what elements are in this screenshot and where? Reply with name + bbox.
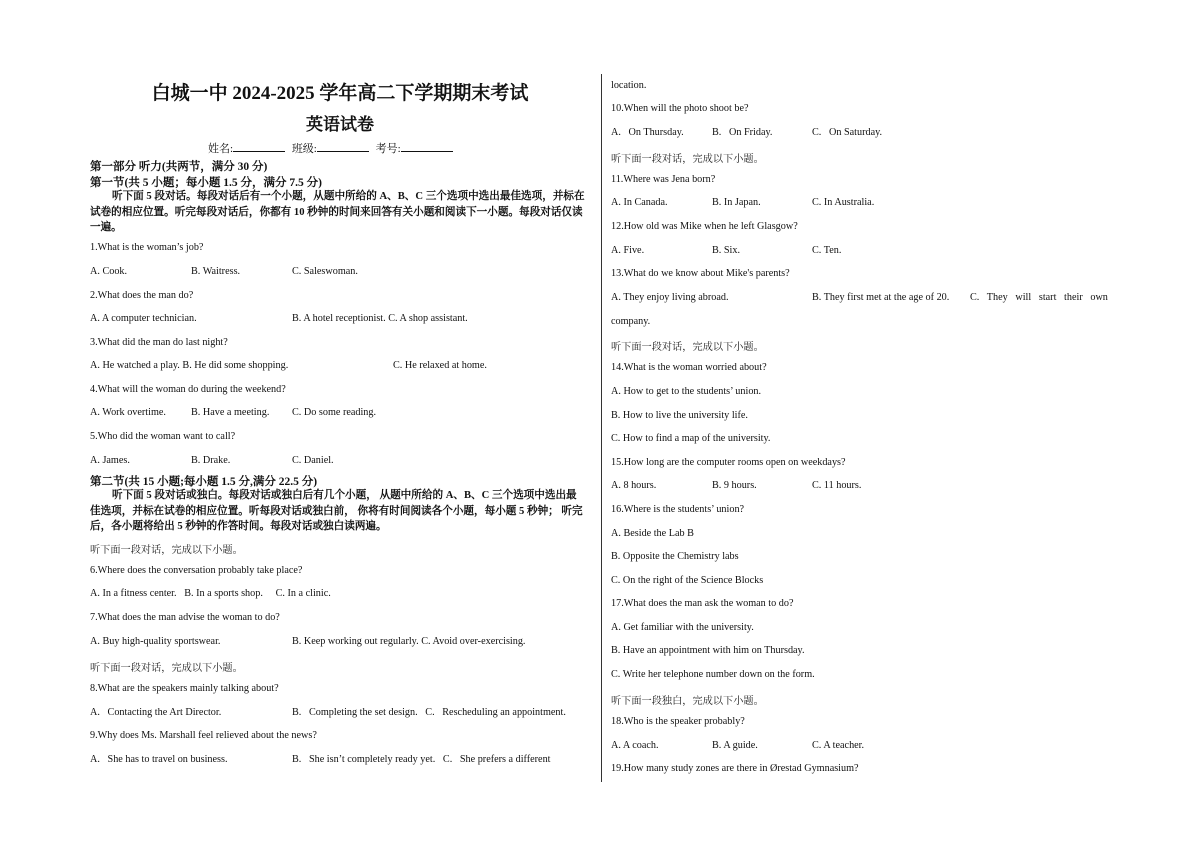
q11-option-b: B. In Japan. <box>712 197 761 208</box>
q10-option-b: B. On Friday. <box>712 127 773 138</box>
listen-note-q14: 听下面一段对话，完成以下小题。 <box>611 342 764 353</box>
q12-option-a: A. Five. <box>611 245 645 256</box>
q3-option-c: C. He relaxed at home. <box>393 360 487 371</box>
q8-option-bc: B. Completing the set design. C. Rescheduling an appointment. <box>292 707 566 718</box>
listen-note-q6: 听下面一段对话，完成以下小题。 <box>90 545 243 556</box>
q16-stem: 16.Where is the students’ union? <box>611 504 745 515</box>
listen-note-q8: 听下面一段对话，完成以下小题。 <box>90 663 243 674</box>
q14-stem: 14.What is the woman worried about? <box>611 362 767 373</box>
q15-option-b: B. 9 hours. <box>712 480 757 491</box>
q5-option-b: B. Drake. <box>191 455 231 466</box>
q4-option-b: B. Have a meeting. <box>191 407 270 418</box>
class-blank <box>317 142 369 152</box>
q1-option-c: C. Saleswoman. <box>292 266 358 277</box>
q18-stem: 18.Who is the speaker probably? <box>611 716 745 727</box>
exam-no-label: 考号: <box>375 143 401 155</box>
q8-option-a: A. Contacting the Art Director. <box>90 707 222 718</box>
q1-option-b: B. Waitress. <box>191 266 241 277</box>
q13-stem: 13.What do we know about Mike's parents? <box>611 268 790 279</box>
listen-note-q11: 听下面一段对话，完成以下小题。 <box>611 154 764 165</box>
q12-stem: 12.How old was Mike when he left Glasgow? <box>611 221 798 232</box>
q3-option-ab: A. He watched a play. B. He did some shopping. <box>90 360 289 371</box>
q5-option-c: C. Daniel. <box>292 455 334 466</box>
q9-option-a: A. She has to travel on business. <box>90 754 228 765</box>
exam-subtitle: 英语试卷 <box>306 115 374 134</box>
section1-title: 第一节(共 5 小题；每小题 1.5 分，满分 7.5 分) <box>90 177 322 189</box>
q14-option-a: A. How to get to the students’ union. <box>611 386 762 397</box>
q14-option-c: C. How to find a map of the university. <box>611 433 771 444</box>
q8-stem: 8.What are the speakers mainly talking about? <box>90 683 279 694</box>
part1-title: 第一部分 听力(共两节，满分 30 分) <box>90 161 268 173</box>
q4-stem: 4.What will the woman do during the weekend? <box>90 384 286 395</box>
q10-option-c: C. On Saturday. <box>812 127 883 138</box>
q17-option-a: A. Get familiar with the university. <box>611 622 754 633</box>
section1-instructions: 听下面 5 段对话。每段对话后有一个小题，从题中所给的 A、B、C 三个选项中选出最佳选项，并标在试卷的相应位置。听完每段对话后，你都有 10 秒钟的时间来回答有关小题和阅读下一小题。每段对话仅读一遍。 <box>90 191 585 233</box>
q6-options: A. In a fitness center. B. In a sports shop. C. In a clinic. <box>90 588 331 599</box>
name-blank <box>233 142 285 152</box>
q18-option-b: B. A guide. <box>712 740 758 751</box>
student-info-line <box>208 140 457 156</box>
q13-option-a: A. They enjoy living abroad. <box>611 292 729 303</box>
q7-option-a: A. Buy high-quality sportswear. <box>90 636 221 647</box>
q4-option-a: A. Work overtime. <box>90 407 166 418</box>
listen-note-q18: 听下面一段独白，完成以下小题。 <box>611 696 764 707</box>
q15-option-c: C. 11 hours. <box>812 480 862 491</box>
q16-option-b: B. Opposite the Chemistry labs <box>611 551 739 562</box>
q1-stem: 1.What is the woman’s job? <box>90 242 204 253</box>
q15-stem: 15.How long are the computer rooms open on weekdays? <box>611 457 846 468</box>
name-label: 姓名: <box>208 143 234 155</box>
q17-option-c: C. Write her telephone number down on the form. <box>611 669 815 680</box>
q10-stem: 10.When will the photo shoot be? <box>611 103 749 114</box>
q2-stem: 2.What does the man do? <box>90 290 194 301</box>
q2-option-bc: B. A hotel receptionist. C. A shop assistant. <box>292 313 468 324</box>
q16-option-a: A. Beside the Lab B <box>611 528 694 539</box>
q18-option-c: C. A teacher. <box>812 740 865 751</box>
q9-option-bc: B. She isn’t completely ready yet. C. She prefers a different <box>292 754 551 765</box>
q14-option-b: B. How to live the university life. <box>611 410 748 421</box>
q15-option-a: A. 8 hours. <box>611 480 657 491</box>
q3-stem: 3.What did the man do last night? <box>90 337 228 348</box>
q9-stem: 9.Why does Ms. Marshall feel relieved about the news? <box>90 730 317 741</box>
q5-option-a: A. James. <box>90 455 130 466</box>
q13-option-b: B. They first met at the age of 20. <box>812 292 950 303</box>
q17-option-b: B. Have an appointment with him on Thursday. <box>611 645 805 656</box>
q7-option-bc: B. Keep working out regularly. C. Avoid over-exercising. <box>292 636 526 647</box>
q11-option-c: C. In Australia. <box>812 197 875 208</box>
exam-title: 白城一中 2024-2025 学年高二下学期期末考试 <box>151 83 529 104</box>
class-label: 班级: <box>291 143 317 155</box>
q18-option-a: A. A coach. <box>611 740 659 751</box>
q19-stem: 19.How many study zones are there in Ørestad Gymnasium? <box>611 763 859 774</box>
q7-stem: 7.What does the man advise the woman to do? <box>90 612 280 623</box>
q13-option-c: C. They will start their own <box>970 292 1108 303</box>
q1-option-a: A. Cook. <box>90 266 128 277</box>
section2-instructions: 听下面 5 段对话或独白。每段对话或独白后有几个小题， 从题中所给的 A、B、C 三个选项中选出最佳选项，并标在试卷的相应位置。听每段对话或独白前， 你将有时间阅读各个小题，每小题 5 秒钟； 听完后，各小题将给出 5 秒钟的作答时间。每段对话或独白读两遍。 <box>90 490 583 532</box>
section2-title: 第二节(共 15 小题;每小题 1.5 分,满分 22.5 分) <box>90 476 318 488</box>
q4-option-c: C. Do some reading. <box>292 407 377 418</box>
q17-stem: 17.What does the man ask the woman to do? <box>611 598 794 609</box>
q11-stem: 11.Where was Jena born? <box>611 174 716 185</box>
q12-option-c: C. Ten. <box>812 245 842 256</box>
q6-stem: 6.Where does the conversation probably take place? <box>90 565 303 576</box>
column-divider <box>601 74 602 782</box>
q5-stem: 5.Who did the woman want to call? <box>90 431 236 442</box>
q13-option-c-continued: company. <box>611 316 651 327</box>
exam-no-blank <box>401 142 453 152</box>
q16-option-c: C. On the right of the Science Blocks <box>611 575 764 586</box>
q11-option-a: A. In Canada. <box>611 197 668 208</box>
q10-option-a: A. On Thursday. <box>611 127 684 138</box>
q12-option-b: B. Six. <box>712 245 741 256</box>
q2-option-a: A. A computer technician. <box>90 313 197 324</box>
q9-option-c-continued: location. <box>611 80 647 91</box>
